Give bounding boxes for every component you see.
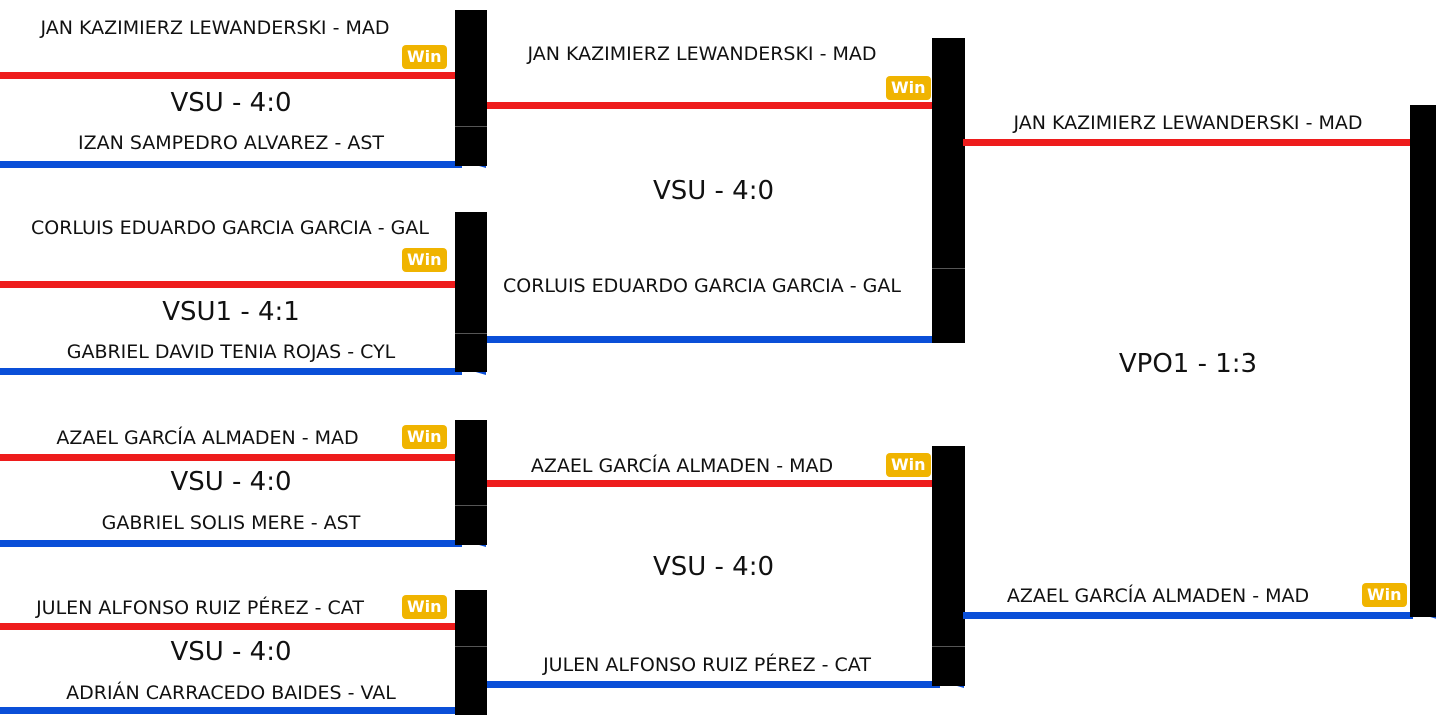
win-badge: Win bbox=[886, 76, 931, 100]
top-line bbox=[963, 139, 1413, 146]
player-name: JAN KAZIMIERZ LEWANDERSKI - MAD bbox=[1013, 112, 1363, 134]
match-score: VSU1 - 4:1 bbox=[162, 297, 300, 327]
bar-divider bbox=[455, 646, 487, 647]
top-line bbox=[487, 102, 940, 109]
match-final[interactable] bbox=[963, 105, 1436, 625]
player-name: AZAEL GARCÍA ALMADEN - MAD bbox=[56, 427, 359, 449]
top-line bbox=[0, 281, 462, 288]
connector-bar bbox=[1410, 105, 1436, 617]
bottom-line bbox=[0, 540, 462, 547]
match-r1-1[interactable] bbox=[0, 0, 490, 175]
connector-bar bbox=[455, 420, 487, 545]
match-score: VSU - 4:0 bbox=[170, 88, 292, 118]
bar-divider bbox=[455, 126, 487, 127]
player-name: AZAEL GARCÍA ALMADEN - MAD bbox=[1006, 585, 1310, 607]
player-name: JAN KAZIMIERZ LEWANDERSKI - MAD bbox=[527, 43, 877, 65]
player-name: ADRIÁN CARRACEDO BAIDES - VAL bbox=[66, 682, 396, 704]
player-name: CORLUIS EDUARDO GARCIA GARCIA - GAL bbox=[30, 217, 429, 239]
match-r2-2[interactable] bbox=[487, 446, 967, 691]
bottom-line bbox=[0, 161, 462, 168]
connector-bar bbox=[932, 38, 965, 343]
top-line bbox=[0, 623, 462, 630]
bar-divider bbox=[455, 333, 487, 334]
player-name: JULEN ALFONSO RUIZ PÉREZ - CAT bbox=[543, 654, 871, 676]
top-line bbox=[0, 454, 462, 461]
match-score: VSU - 4:0 bbox=[170, 637, 292, 667]
bottom-line bbox=[487, 681, 940, 688]
top-line bbox=[0, 72, 462, 79]
player-name: GABRIEL DAVID TENIA ROJAS - CYL bbox=[66, 341, 396, 363]
win-badge: Win bbox=[402, 248, 447, 272]
player-name: JAN KAZIMIERZ LEWANDERSKI - MAD bbox=[40, 17, 390, 39]
connector-bar bbox=[455, 212, 487, 372]
bottom-line bbox=[0, 368, 462, 375]
win-badge: Win bbox=[886, 453, 931, 477]
player-name: GABRIEL SOLIS MERE - AST bbox=[101, 512, 361, 534]
top-line bbox=[487, 480, 940, 487]
match-score: VSU - 4:0 bbox=[652, 176, 775, 206]
bar-divider bbox=[932, 268, 965, 269]
match-r1-2[interactable] bbox=[0, 208, 490, 378]
match-score: VSU - 4:0 bbox=[170, 467, 292, 497]
player-name: CORLUIS EDUARDO GARCIA GARCIA - GAL bbox=[502, 275, 901, 297]
player-name: JULEN ALFONSO RUIZ PÉREZ - CAT bbox=[36, 597, 364, 619]
bar-divider bbox=[932, 646, 965, 647]
win-badge: Win bbox=[402, 45, 447, 69]
connector-bar bbox=[455, 590, 487, 715]
win-badge: Win bbox=[402, 425, 447, 449]
connector-bar bbox=[932, 446, 965, 686]
bottom-line bbox=[963, 612, 1413, 619]
connector-bar bbox=[455, 10, 487, 166]
match-r2-1[interactable] bbox=[487, 38, 967, 348]
match-score: VSU - 4:0 bbox=[652, 552, 775, 582]
match-r1-3[interactable] bbox=[0, 420, 490, 555]
match-score: VPO1 - 1:3 bbox=[1118, 349, 1258, 379]
player-name: AZAEL GARCÍA ALMADEN - MAD bbox=[530, 455, 834, 477]
bottom-line bbox=[0, 707, 462, 714]
win-badge: Win bbox=[1362, 583, 1407, 607]
win-badge: Win bbox=[402, 595, 447, 619]
bottom-line bbox=[487, 336, 940, 343]
match-r1-4[interactable] bbox=[0, 590, 490, 715]
player-name: IZAN SAMPEDRO ALVAREZ - AST bbox=[77, 132, 385, 154]
bar-divider bbox=[455, 505, 487, 506]
